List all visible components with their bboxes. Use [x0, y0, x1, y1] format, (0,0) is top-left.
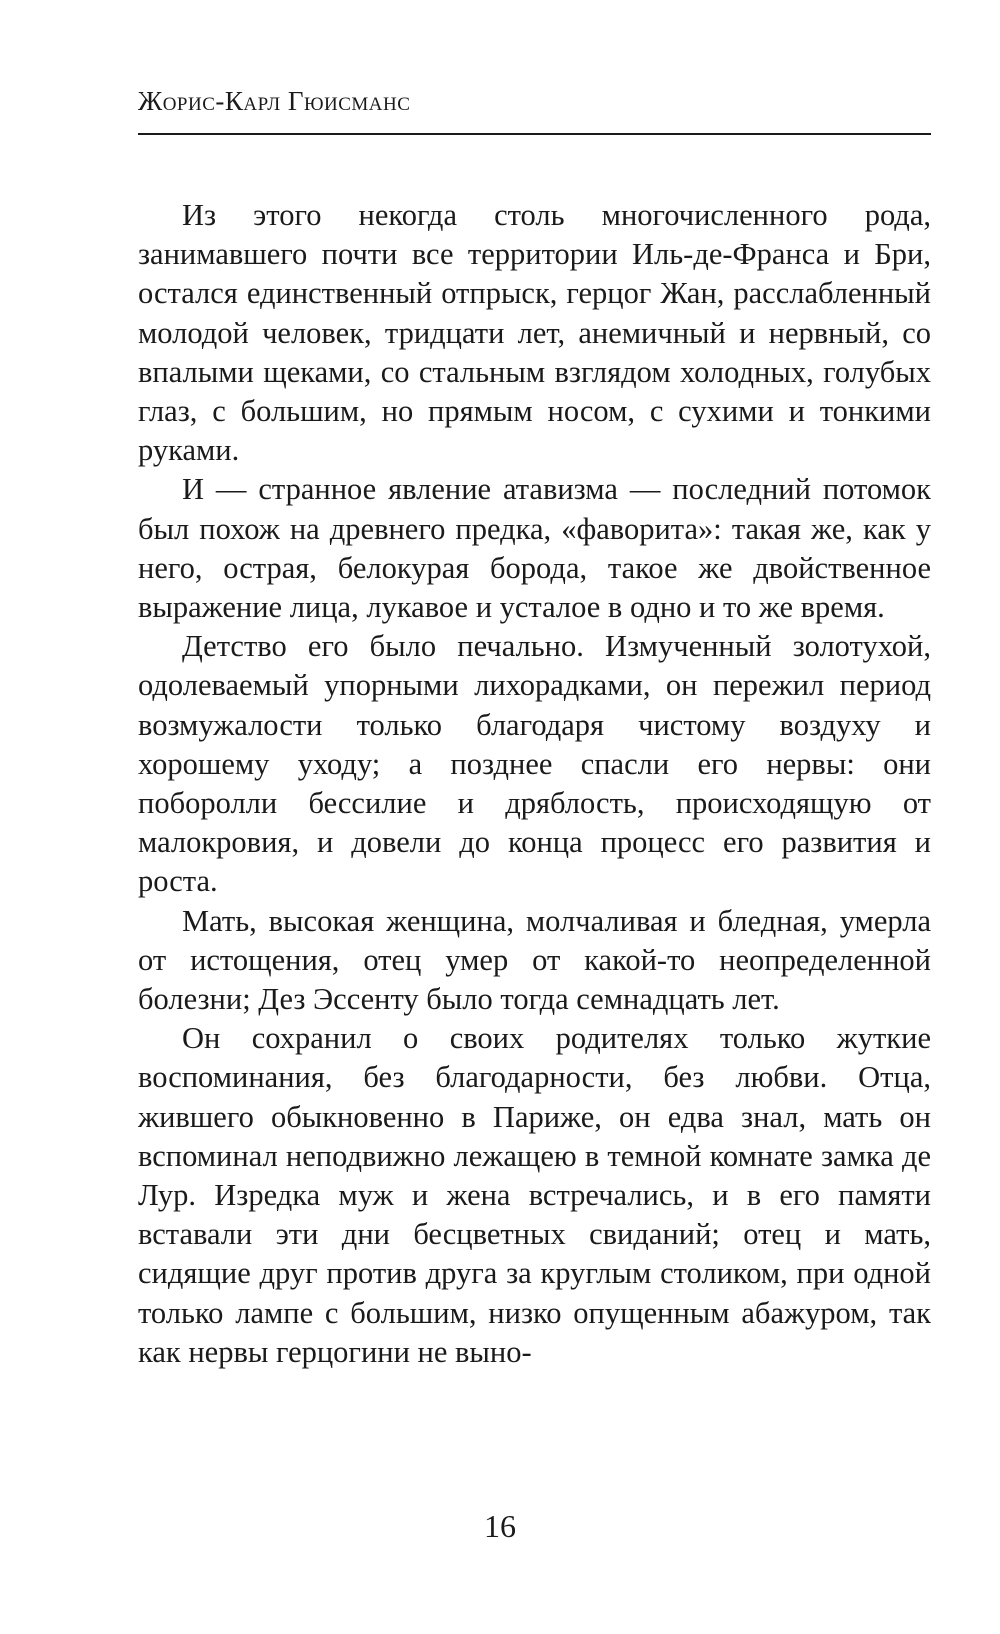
- paragraph: И — странное явление атавизма — последний потомок был похож на древнего предка, «фаворита»: такая же, как у него, острая, белокурая борода, такое же двойственное выражение лица, лукавое и усталое в одно и то же время.: [138, 472, 931, 625]
- body-text: [138, 196, 931, 1372]
- header-rule: [138, 133, 931, 135]
- paragraph: Он сохранил о своих родителях только жуткие воспоминания, без благодарности, без любви. Отца, жившего обыкновенно в Париже, он едва знал, мать он вспоминал неподвижно лежащею в темной комнате замка де Лур. Изредка муж и жена встречались, и в его памяти вставали эти дни бесцветных свиданий; отец и мать, сидящие друг против друга за круглым столиком, при одной только лампе с большим, низко опущенным абажуром, так как нервы герцогини не выно-: [138, 1021, 931, 1369]
- paragraph: Детство его было печально. Измученный золотухой, одолеваемый упорными лихорадками, он пережил период возмужалости только благодаря чистому воздуху и хорошему уходу; а позднее спасли его нервы: они поборолли бессилие и дряблость, происходящую от малокровия, и довели до конца процесс его развития и роста.: [138, 629, 931, 899]
- running-head-author: Жорис-Карл Гюисманс: [138, 86, 411, 116]
- page-number: 16: [484, 1508, 516, 1544]
- paragraph: Из этого некогда столь многочисленного рода, занимавшего почти все территории Иль-де-Франса и Бри, остался единственный отпрыск, герцог Жан, расслабленный молодой человек, тридцати лет, анемичный и нервный, со впалыми щеками, со стальным взглядом холодных, голубых глаз, с большим, но прямым носом, с сухими и тонкими руками.: [138, 198, 931, 468]
- paragraph: Мать, высокая женщина, молчаливая и бледная, умерла от истощения, отец умер от какой-то неопределенной болезни; Дез Эссенту было тогда семнадцать лет.: [138, 903, 931, 1017]
